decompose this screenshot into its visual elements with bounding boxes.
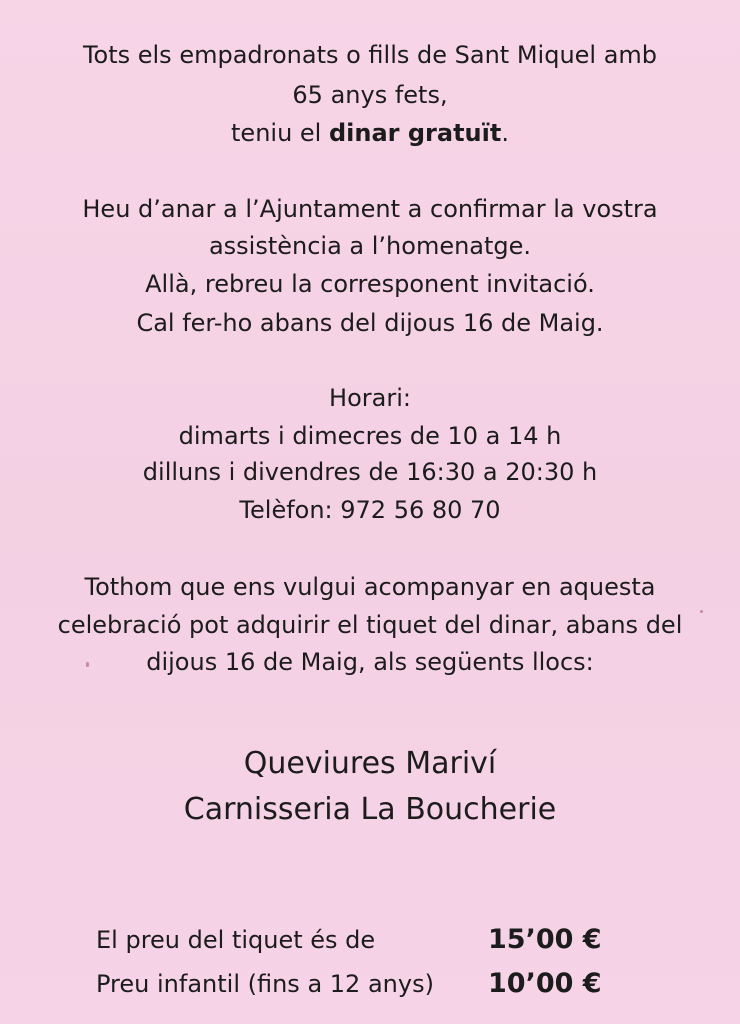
confirm-line-4: Cal fer-ho abans del dijous 16 de Maig. bbox=[136, 309, 604, 337]
everyone-line-3: dijous 16 de Maig, als següents llocs: bbox=[146, 648, 594, 676]
venue-carnisseria: Carnisseria La Boucherie bbox=[183, 792, 557, 827]
schedule-title: Horari: bbox=[329, 384, 411, 412]
price-label-child: Preu infantil (fins a 12 anys) bbox=[96, 970, 434, 998]
price-row-child bbox=[96, 964, 656, 1004]
confirm-line-2: assistència a l’homenatge. bbox=[208, 232, 532, 260]
schedule-line-2: dilluns i divendres de 16:30 a 20:30 h bbox=[142, 458, 598, 486]
phone-number: Telèfon: 972 56 80 70 bbox=[239, 496, 501, 524]
everyone-line-1: Tothom que ens vulgui acompanyar en aquesta bbox=[84, 573, 656, 601]
price-value-child: 10’00 € bbox=[488, 968, 602, 999]
venue-queviures: Queviures Mariví bbox=[243, 746, 497, 781]
everyone-line-2: celebració pot adquirir el tiquet del dinar, abans del bbox=[57, 611, 683, 639]
intro-line-3 bbox=[0, 116, 740, 150]
confirm-line-3: Allà, rebreu la corresponent invitació. bbox=[145, 270, 595, 298]
intro-line-2: 65 anys fets, bbox=[292, 81, 448, 109]
confirm-line-1: Heu d’anar a l’Ajuntament a confirmar la vostra bbox=[82, 195, 658, 223]
intro-line-3-suffix: . bbox=[501, 119, 509, 147]
free-lunch-emphasis: dinar gratuït bbox=[328, 119, 502, 147]
price-label-adult: El preu del tiquet és de bbox=[96, 926, 376, 954]
intro-line-3-prefix: teniu el bbox=[231, 119, 329, 147]
paper-speck bbox=[700, 610, 703, 613]
price-value-adult: 15’00 € bbox=[488, 924, 602, 955]
intro-line-1: Tots els empadronats o fills de Sant Miquel amb bbox=[82, 41, 658, 69]
schedule-line-1: dimarts i dimecres de 10 a 14 h bbox=[178, 422, 562, 450]
paper-speck bbox=[86, 662, 89, 667]
price-row-adult bbox=[96, 920, 656, 960]
